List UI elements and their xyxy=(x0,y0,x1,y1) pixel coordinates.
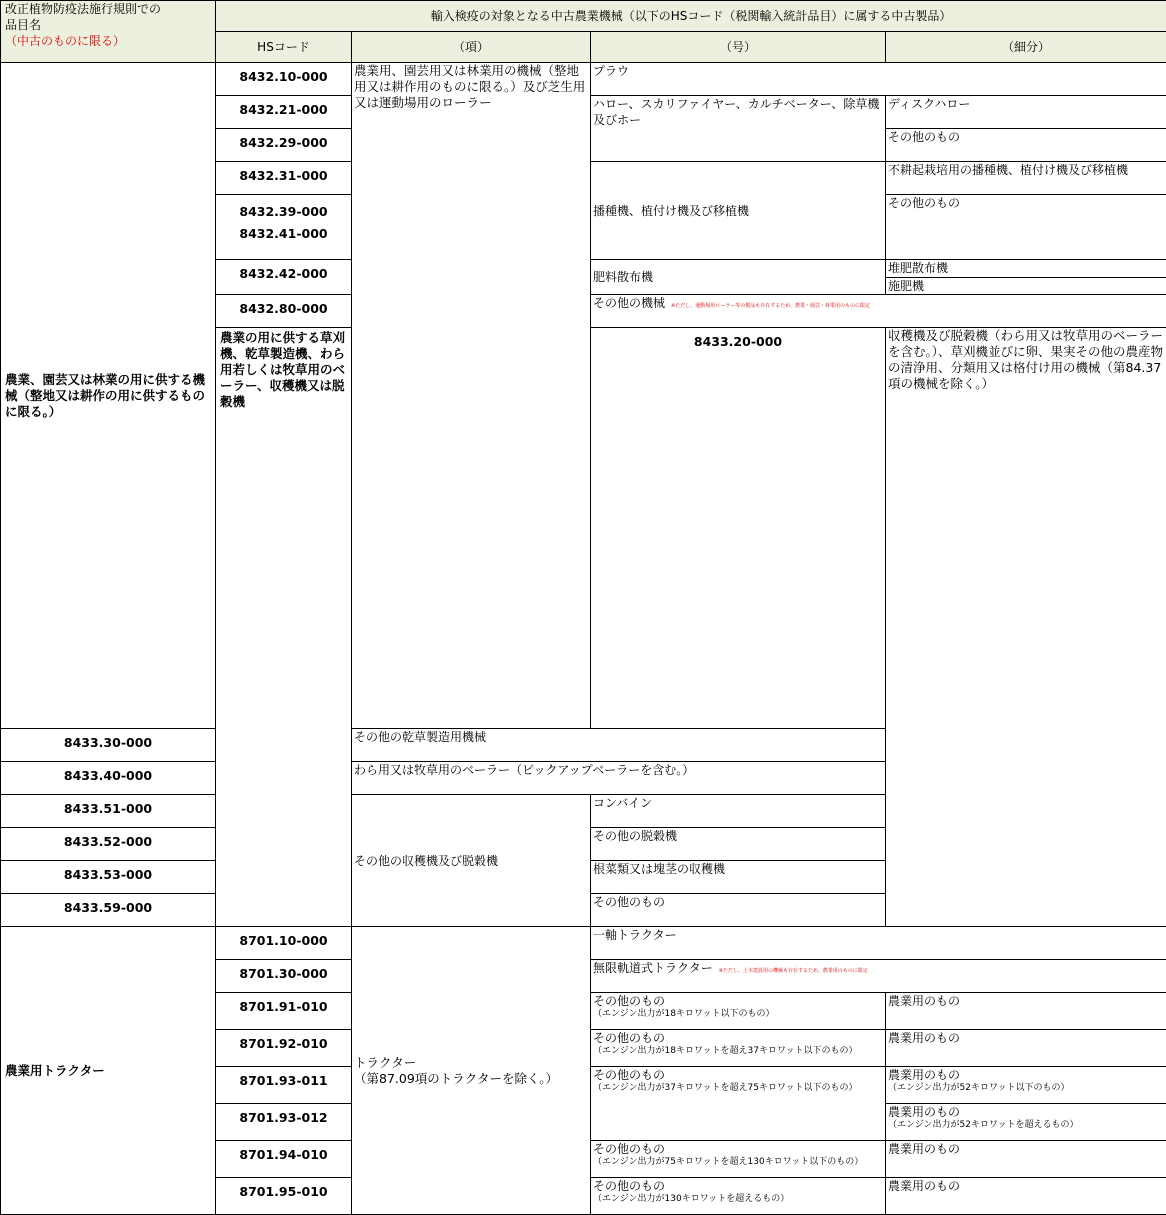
saibun-cell: その他のもの xyxy=(886,129,1166,162)
gou-cell: その他の乾草製造用機械 xyxy=(352,729,886,762)
item-name-cell: 農業、園芸又は林業の用に供する機械（整地又は耕作の用に供するものに限る。） xyxy=(1,63,216,729)
saibun-subnote: （エンジン出力が52キロワット以下のもの） xyxy=(888,1083,1164,1094)
item-name-cell: 農業の用に供する草刈機、乾草製造機、わら用若しくは牧草用のベーラー、収穫機又は脱穀機 xyxy=(216,328,352,927)
gou-cell xyxy=(591,993,886,1030)
gou-subnote: （エンジン出力が18キロワットを超え37キロワット以下のもの） xyxy=(593,1046,883,1057)
saibun-cell: 農業用のもの xyxy=(886,1178,1166,1215)
kou-tractor-note: （第87.09項のトラクターを除く。） xyxy=(354,1071,588,1087)
hs-code-cell: 8433.30-000 xyxy=(1,729,216,762)
gou-cell xyxy=(591,1178,886,1215)
gou-crawler: 無限軌道式トラクター xyxy=(593,961,713,975)
gou-note: ※ただし、運動場用ローラー等の製品も存在するため、農業・園芸・林業用のものに限定 xyxy=(671,303,870,309)
saibun-subnote: （エンジン出力が52キロワットを超えるもの） xyxy=(888,1120,1164,1131)
gou-cell xyxy=(591,1067,886,1141)
gou-cell xyxy=(591,960,1166,993)
item-name-header-line2: 品目名 xyxy=(5,17,213,33)
hs-code-cell: 8432.80-000 xyxy=(216,295,352,328)
gou-cell xyxy=(591,1030,886,1067)
hs-code-cell: 8432.31-000 xyxy=(216,162,352,195)
kou-column-header: （項） xyxy=(352,32,591,63)
hs-code-cell: 8433.52-000 xyxy=(1,828,216,861)
hs-code-cell: 8701.91-010 xyxy=(216,993,352,1030)
gou-other-machines: その他の機械 xyxy=(593,296,665,310)
gou-other: その他のもの xyxy=(593,1068,665,1082)
gou-subnote: （エンジン出力が75キロワットを超え130キロワット以下のもの） xyxy=(593,1157,883,1168)
saibun-cell: その他のもの xyxy=(591,894,886,927)
saibun-cell xyxy=(886,1067,1166,1104)
item-name-cell: 農業用トラクター xyxy=(1,927,216,1215)
item-name-header-note: （中古のものに限る） xyxy=(5,33,213,49)
gou-other: その他のもの xyxy=(593,1179,665,1193)
gou-note: ※ただし、土木建設用の機械も存在するため、農業用のものに限定 xyxy=(719,968,868,974)
item-name-header-line1: 改正植物防疫法施行規則での xyxy=(5,1,213,17)
saibun-cell xyxy=(886,260,1166,295)
import-inspection-header: 輸入検疫の対象となる中古農業機械（以下のHSコード（税関輸入統計品目）に属する中古製品） xyxy=(216,1,1166,32)
hs-code-cell: 8432.42-000 xyxy=(216,260,352,295)
saibun-agricultural: 農業用のもの xyxy=(888,1105,960,1119)
saibun-cell: その他の脱穀機 xyxy=(591,828,886,861)
hs-code-cell: 8701.92-010 xyxy=(216,1030,352,1067)
gou-cell xyxy=(591,1141,886,1178)
hs-code-line: 8432.39-000 xyxy=(218,201,349,223)
hs-code-column-header: HSコード xyxy=(216,32,352,63)
saibun-cell: 根菜類又は塊茎の収穫機 xyxy=(591,861,886,894)
saibun-agricultural: 農業用のもの xyxy=(888,1068,960,1082)
gou-subnote: （エンジン出力が130キロワットを超えるもの） xyxy=(593,1194,883,1205)
saibun-cell xyxy=(886,1104,1166,1141)
kou-cell: 収穫機及び脱穀機（わら用又は牧草用のベーラーを含む。）、草刈機並びに卵、果実その他の農産物の清浄用、分類用又は格付け用の機械（第84.37項の機械を除く。） xyxy=(886,328,1166,927)
gou-cell: その他の収穫機及び脱穀機 xyxy=(352,795,591,927)
hs-code-line: 8432.41-000 xyxy=(218,223,349,245)
gou-cell xyxy=(591,295,1166,328)
hs-code-cell: 8433.40-000 xyxy=(1,762,216,795)
saibun-compost: 堆肥散布機 xyxy=(886,260,1166,278)
hs-code-cell xyxy=(216,195,352,260)
hs-code-cell: 8432.10-000 xyxy=(216,63,352,96)
gou-column-header: （号） xyxy=(591,32,886,63)
saibun-column-header: （細分） xyxy=(886,32,1166,63)
kou-cell xyxy=(352,927,591,1215)
saibun-fertilizer: 施肥機 xyxy=(886,278,1166,294)
gou-other: その他のもの xyxy=(593,1142,665,1156)
gou-cell: わら用又は牧草用のベーラー（ピックアップベーラーを含む。） xyxy=(352,762,886,795)
hs-code-cell: 8701.93-012 xyxy=(216,1104,352,1141)
gou-cell: 一軸トラクター xyxy=(591,927,1166,960)
saibun-cell: 農業用のもの xyxy=(886,1030,1166,1067)
gou-subnote: （エンジン出力が18キロワット以下のもの） xyxy=(593,1009,883,1020)
saibun-cell: 農業用のもの xyxy=(886,1141,1166,1178)
hs-code-cell: 8433.20-000 xyxy=(591,328,886,729)
kou-tractor: トラクター xyxy=(354,1055,588,1071)
saibun-cell: 農業用のもの xyxy=(886,993,1166,1030)
kou-cell: 農業用、園芸用又は林業用の機械（整地用又は耕作用のものに限る。）及び芝生用又は運動場用のローラー xyxy=(352,63,591,729)
gou-other: その他のもの xyxy=(593,1031,665,1045)
hs-code-cell: 8433.59-000 xyxy=(1,894,216,927)
hs-code-cell: 8701.93-011 xyxy=(216,1067,352,1104)
gou-subnote: （エンジン出力が37キロワットを超え75キロワット以下のもの） xyxy=(593,1083,883,1094)
hs-code-cell: 8701.94-010 xyxy=(216,1141,352,1178)
gou-cell: ハロー、スカリファイヤー、カルチベーター、除草機及びホー xyxy=(591,96,886,162)
hs-code-cell: 8701.10-000 xyxy=(216,927,352,960)
item-name-header xyxy=(1,1,216,63)
hs-code-cell: 8701.30-000 xyxy=(216,960,352,993)
hs-code-cell: 8432.29-000 xyxy=(216,129,352,162)
gou-cell: 播種機、植付け機及び移植機 xyxy=(591,162,886,260)
hs-code-cell: 8701.95-010 xyxy=(216,1178,352,1215)
gou-cell: プラウ xyxy=(591,63,1166,96)
saibun-cell: コンバイン xyxy=(591,795,886,828)
gou-other: その他のもの xyxy=(593,994,665,1008)
hs-code-cell: 8433.53-000 xyxy=(1,861,216,894)
saibun-cell: その他のもの xyxy=(886,195,1166,260)
gou-cell: 肥料散布機 xyxy=(591,260,886,295)
saibun-cell: ディスクハロー xyxy=(886,96,1166,129)
hs-code-cell: 8433.51-000 xyxy=(1,795,216,828)
hs-code-cell: 8432.21-000 xyxy=(216,96,352,129)
saibun-cell: 不耕起栽培用の播種機、植付け機及び移植機 xyxy=(886,162,1166,195)
